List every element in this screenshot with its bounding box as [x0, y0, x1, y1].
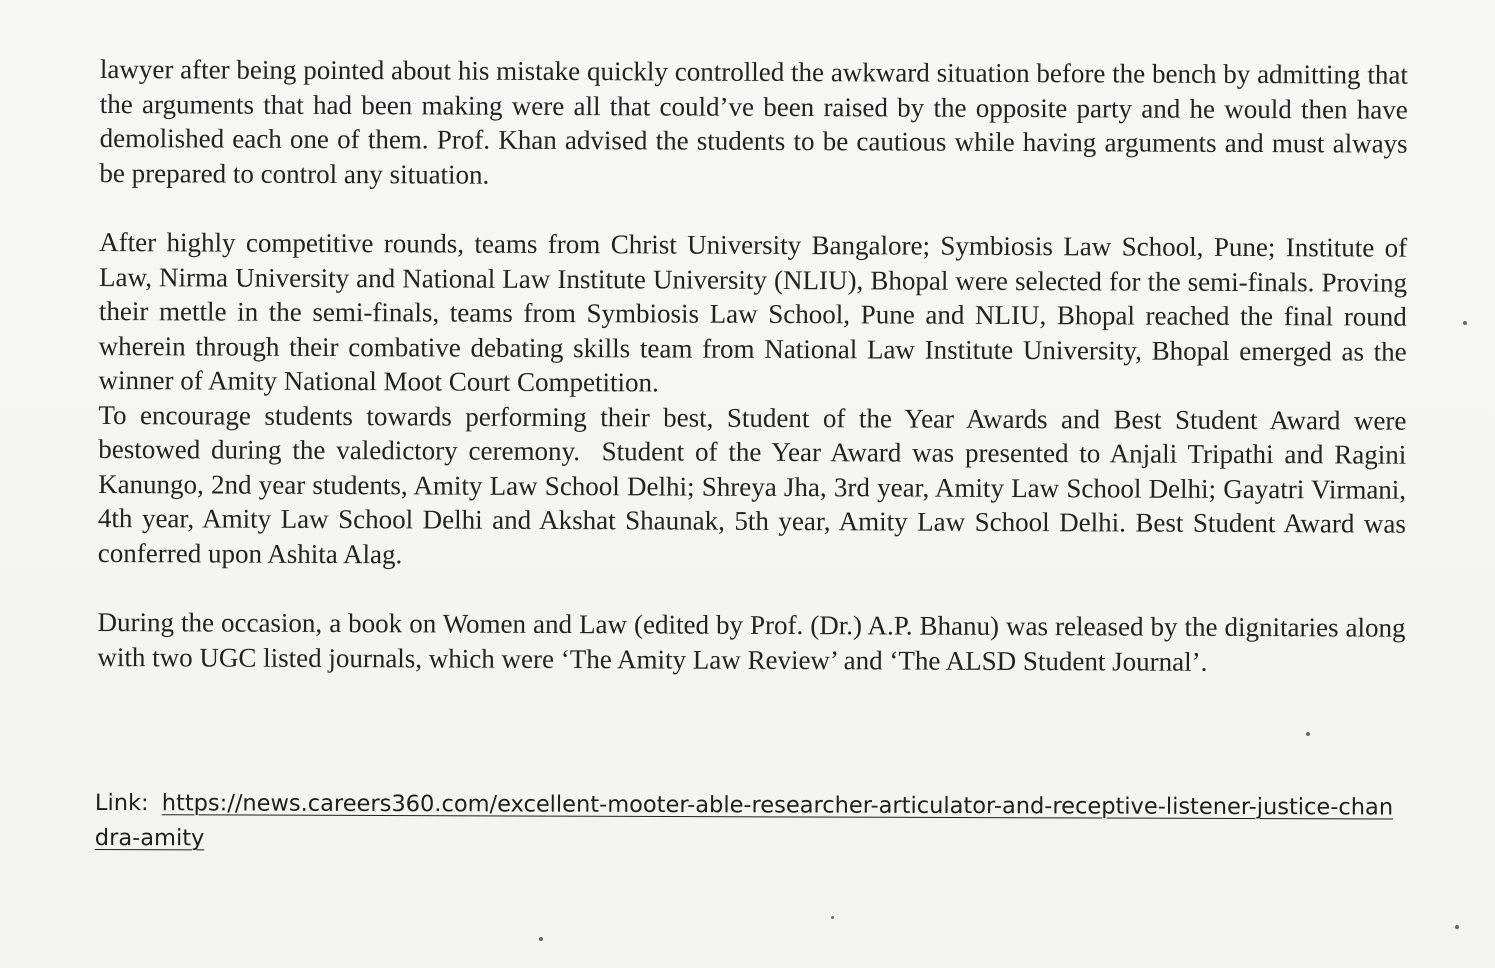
scan-speck [831, 916, 834, 919]
article-link[interactable]: https://news.careers360.com/excellent-mooter-able-researcher-articulator-and-receptive-listener-justice-chandra-amity [94, 790, 1394, 852]
document-body [97, 52, 1415, 715]
paragraph-semi-finals: After highly competitive rounds, teams from Christ University Bangalore; Symbiosis Law School, Pune; Institute of Law, Nirma University and National Law Institute University (NLIU), Bhopal were selected for the semi-finals. Proving their mettle in the semi-finals, teams from Symbiosis Law School, Pune and NLIU, Bhopal reached the final round wherein through their combative debating skills team from National Law Institute University, Bhopal emerged as the winner of Amity National Moot Court Competition. [98, 226, 1414, 398]
scan-speck [1455, 925, 1459, 929]
source-link [95, 786, 1405, 861]
scan-speck [1306, 732, 1310, 736]
paragraph-book-release: During the occasion, a book on Women and Law (edited by Prof. (Dr.) A.P. Bhanu) was released by the dignitaries along with two UGC listed journals, which were ‘The Amity Law Review’ and ‘The ALSD Student Journal’. [97, 606, 1413, 677]
paragraph-moot-argument: lawyer after being pointed about his mistake quickly controlled the awkward situation before the bench by admitting that the arguments that had been making were all that could’ve been raised by the opposite party and he would then have demolished each one of them. Prof. Khan advised the students to be cautious while having arguments and must always be prepared to control any situation. [99, 53, 1415, 190]
scan-speck [1463, 321, 1467, 325]
scan-speck [539, 937, 543, 941]
paragraph-awards: To encourage students towards performing their best, Student of the Year Awards and Best Student Award were bestowed during the valedictory ceremony. Student of the Year Award was presented to Anjali Tripathi and Ragini Kanungo, 2nd year students, Amity Law School Delhi; Shreya Jha, 3rd year, Amity Law School Delhi; Gayatri Virmani, 4th year, Amity Law School Delhi and Akshat Shaunak, 5th year, Amity Law School Delhi. Best Student Award was conferred upon Ashita Alag. [97, 399, 1414, 569]
link-label: Link: [94, 790, 149, 817]
